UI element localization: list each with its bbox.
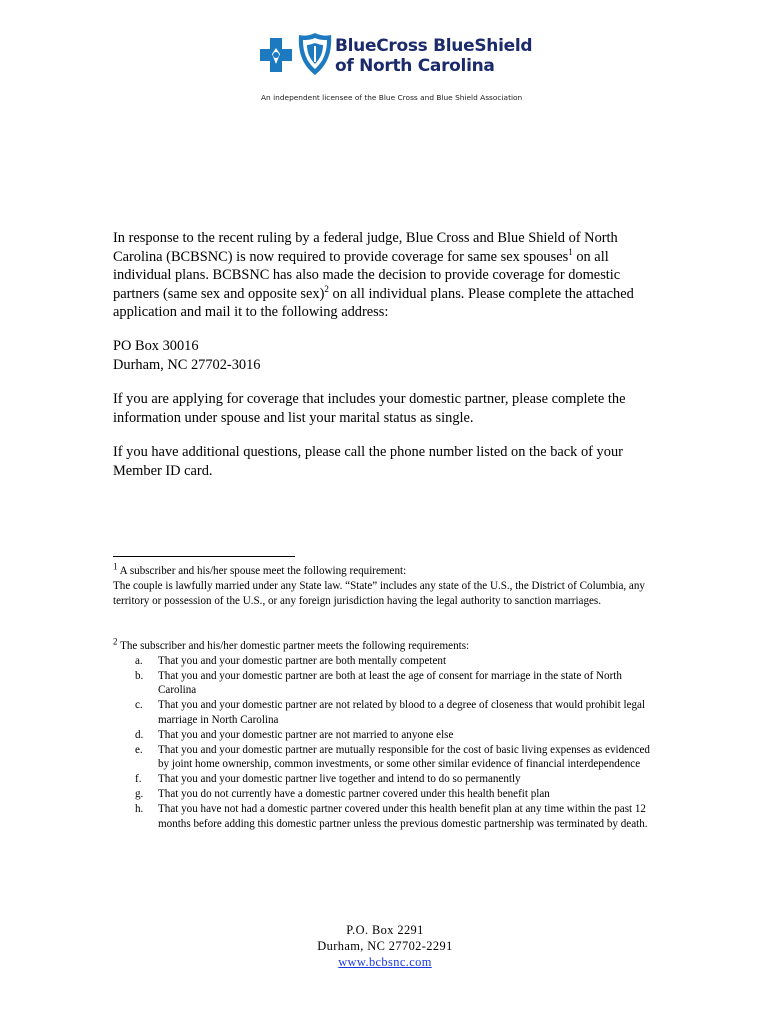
- footnote-2-heading: The subscriber and his/her domestic partner meets the following requirements:: [117, 640, 470, 652]
- page-footer: [0, 922, 770, 970]
- licensee-tagline: An independent licensee of the Blue Cross and Blue Shield Association: [261, 93, 523, 102]
- p3-text: If you have additional questions, please call the phone number listed on the back of your Member ID card.: [113, 444, 623, 479]
- letterhead: [0, 0, 770, 110]
- footnote-1-marker: 1: [113, 561, 118, 572]
- list-item: [113, 802, 658, 832]
- list-marker: g.: [135, 787, 144, 800]
- list-item: [113, 743, 658, 773]
- list-item-text: That you and your domestic partner are both at least the age of consent for marriage in the state of North Carolina: [158, 669, 622, 697]
- list-item-text: That you do not currently have a domestic partner covered under this health benefit plan: [158, 787, 550, 800]
- p1-text-b: on all individual plans. BCBSNC has also made the decision to provide coverage for domestic partners (same sex and opposite sex): [113, 248, 621, 302]
- list-item: [113, 787, 658, 802]
- list-marker: e.: [135, 743, 143, 756]
- footnote-divider: [113, 556, 295, 557]
- letter-paragraph-3: [113, 443, 658, 480]
- list-item-text: That you and your domestic partner are both mentally competent: [158, 654, 447, 667]
- mailing-address: [113, 337, 658, 374]
- footnote-1-text: The couple is lawfully married under any State law. “State” includes any state of the U.S., the District of Columbia, any territory or possession of the U.S., or any foreign jurisdiction having the legal authority to sanction marriages.: [113, 579, 645, 607]
- footnote-1-heading: A subscriber and his/her spouse meet the following requirement:: [117, 565, 407, 577]
- address-line-1: PO Box 30016: [113, 338, 199, 354]
- list-item-text: That you have not had a domestic partner covered under this health benefit plan at any time within the past 12 months before adding this domestic partner unless the previous domestic partnership was terminated by death.: [158, 802, 648, 830]
- list-marker: f.: [135, 773, 142, 786]
- footnote-2-marker: 2: [113, 636, 118, 647]
- footnote-ref-1: 1: [568, 246, 573, 257]
- list-marker: b.: [135, 669, 144, 682]
- brand-line-2: of North Carolina: [335, 56, 495, 76]
- requirements-list: [113, 654, 658, 832]
- list-item: [113, 728, 658, 743]
- footer-po-box: P.O. Box 2291: [346, 923, 424, 937]
- list-marker: a.: [135, 654, 143, 667]
- list-marker: d.: [135, 728, 144, 741]
- website-link[interactable]: www.bcbsnc.com: [338, 955, 432, 969]
- list-item-text: That you and your domestic partner are mutually responsible for the cost of basic living expenses as evidenced by joint home ownership, common investments, or some other similar evidence of financial interdependence: [158, 743, 650, 771]
- list-item: [113, 669, 658, 699]
- p2-text: If you are applying for coverage that includes your domestic partner, please complete the information under spouse and list your marital status as single.: [113, 391, 626, 426]
- blue-shield-logo-icon: [298, 32, 332, 76]
- footnote-ref-2: 2: [324, 283, 329, 294]
- blue-cross-logo-icon: [258, 36, 294, 76]
- footer-city-zip: Durham, NC 27702-2291: [317, 939, 453, 953]
- list-item: [113, 772, 658, 787]
- list-marker: c.: [135, 699, 143, 712]
- list-item-text: That you and your domestic partner live together and intend to do so permanently: [158, 773, 521, 786]
- list-item: [113, 698, 658, 728]
- list-item-text: That you and your domestic partner are not married to anyone else: [158, 728, 454, 741]
- p1-text-c: on all individual plans. Please complete the attached application and mail it to the following address:: [113, 285, 634, 320]
- footnote-1: [113, 561, 658, 608]
- list-item: [113, 654, 658, 669]
- brand-line-1: BlueCross BlueShield: [335, 36, 533, 56]
- p1-text-a: In response to the recent ruling by a federal judge, Blue Cross and Blue Shield of North Carolina (BCBSNC) is now required to provide coverage for same sex spouses: [113, 230, 618, 265]
- letter-paragraph-1: [113, 229, 658, 322]
- letter-paragraph-2: [113, 390, 658, 427]
- address-line-2: Durham, NC 27702-3016: [113, 356, 261, 373]
- list-marker: h.: [135, 802, 144, 815]
- brand-name: [335, 36, 532, 76]
- footnote-2: [113, 636, 658, 831]
- list-item-text: That you and your domestic partner are not related by blood to a degree of closeness that would prohibit legal marriage in North Carolina: [158, 699, 646, 726]
